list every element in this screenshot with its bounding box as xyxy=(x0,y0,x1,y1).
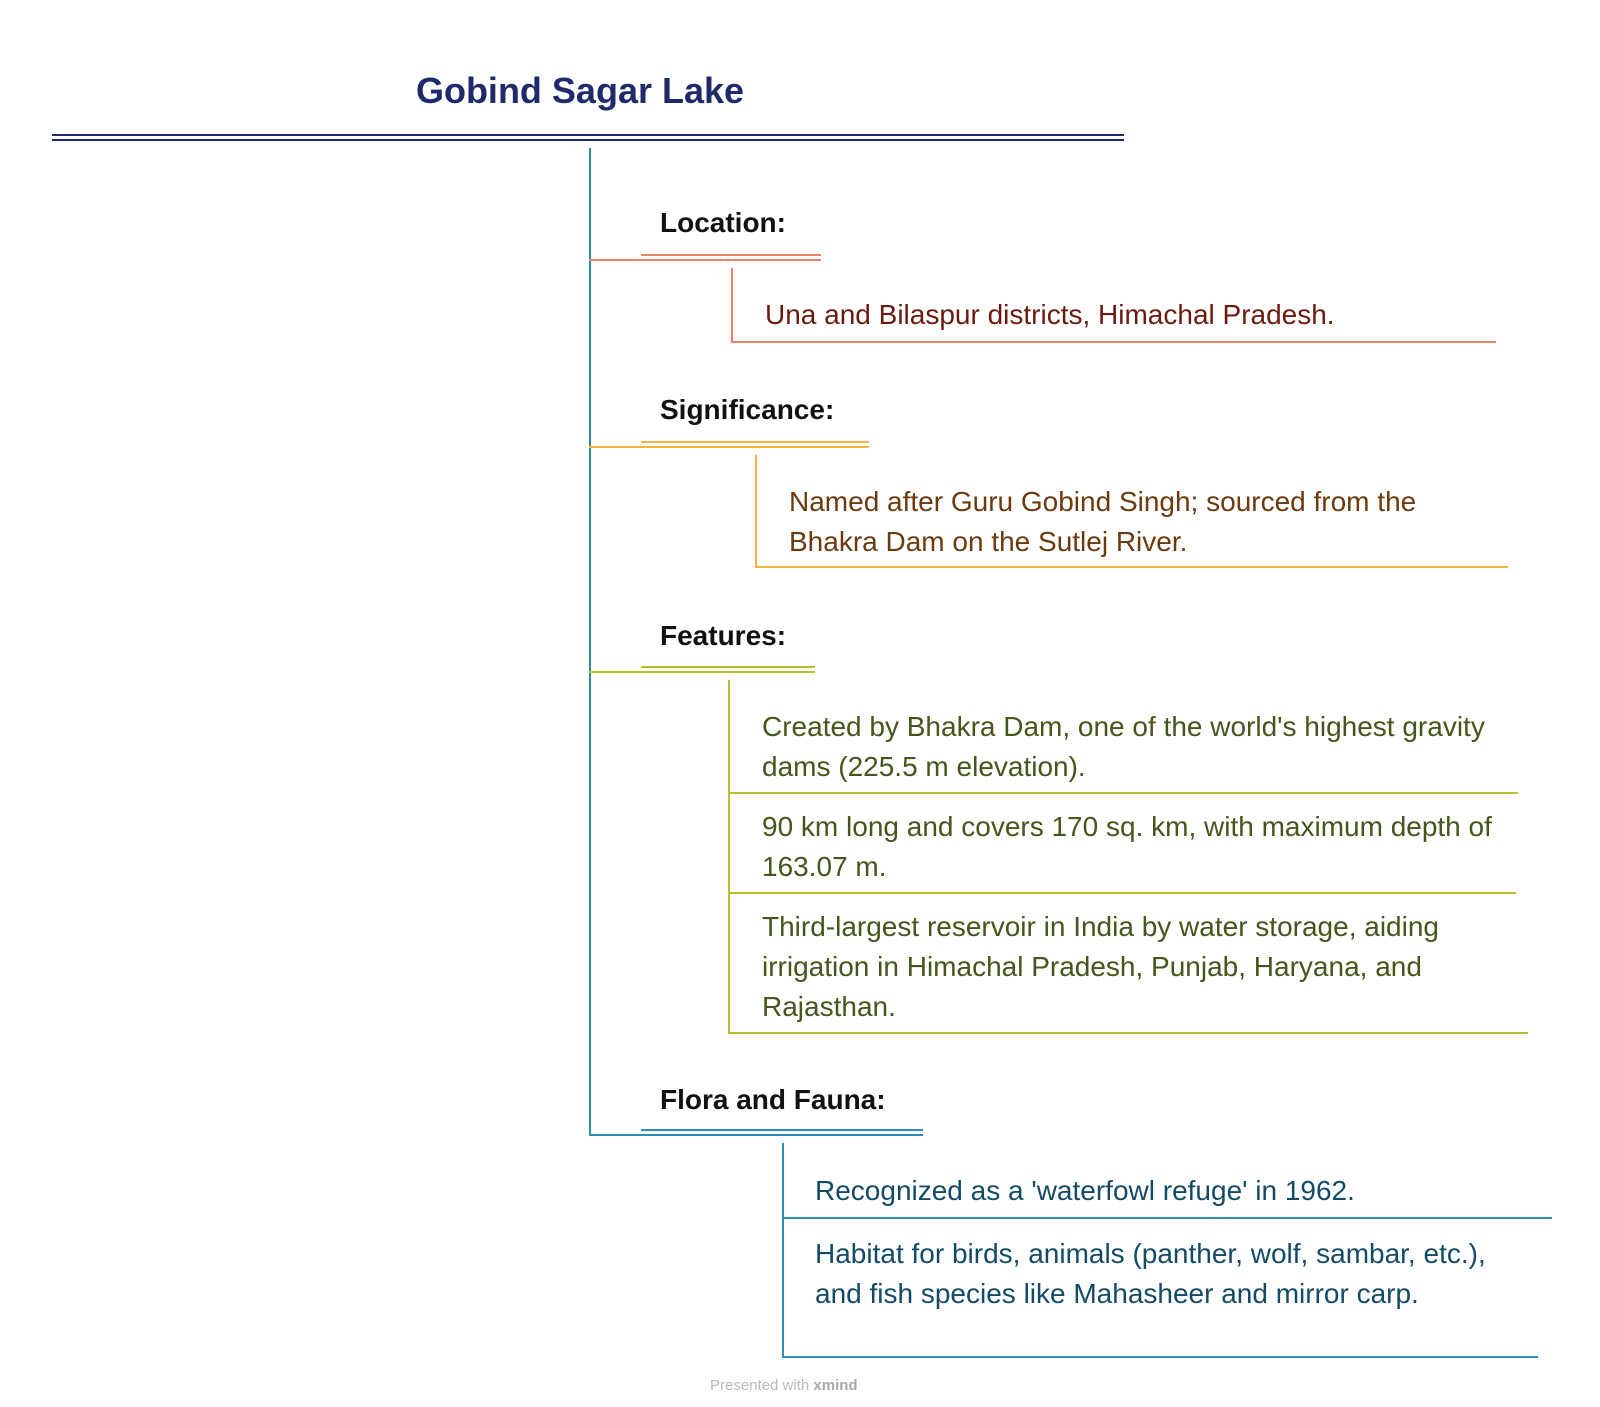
significance-leaf-1-underline xyxy=(755,566,1508,568)
footer-prefix: Presented with xyxy=(710,1377,810,1394)
flora-leaf-1-underline xyxy=(782,1217,1552,1219)
page-title: Gobind Sagar Lake xyxy=(415,70,745,111)
features-leaf-3-underline xyxy=(728,1032,1528,1034)
features-connector xyxy=(589,671,815,673)
flora-leaf-2: Habitat for birds, animals (panther, wolf, sambar, etc.), and fish species like Mahasheer and mirror carp. xyxy=(815,1238,1486,1309)
significance-leaf-stem xyxy=(755,455,757,567)
features-leaf-1-underline xyxy=(728,792,1518,794)
flora-leaf-stem xyxy=(782,1143,784,1358)
features-leaf-2-underline xyxy=(728,892,1516,894)
features-leaf-stem xyxy=(728,680,730,1034)
location-label-underline xyxy=(641,254,821,256)
flora-connector xyxy=(589,1134,923,1136)
footer-brand: xmind xyxy=(813,1377,858,1394)
flora-leaf-2-underline xyxy=(782,1356,1538,1358)
significance-label-underline xyxy=(641,441,869,443)
location-leaf-1-underline xyxy=(731,341,1496,343)
features-label-underline xyxy=(641,666,815,668)
branch-label-location: Location: xyxy=(660,207,786,238)
location-connector xyxy=(589,259,821,261)
flora-leaf-1: Recognized as a 'waterfowl refuge' in 1962. xyxy=(815,1175,1355,1206)
trunk-line xyxy=(589,148,591,1134)
significance-connector xyxy=(589,446,869,448)
features-leaf-3: Third-largest reservoir in India by water storage, aiding irrigation in Himachal Pradesh, Punjab, Haryana, and Rajasthan. xyxy=(762,911,1439,1022)
branch-label-features: Features: xyxy=(660,620,787,651)
significance-leaf-1: Named after Guru Gobind Singh; sourced from the Bhakra Dam on the Sutlej River. xyxy=(789,486,1417,557)
title-underline xyxy=(52,134,1124,136)
location-leaf-1: Una and Bilaspur districts, Himachal Pradesh. xyxy=(765,299,1335,330)
flora-label-underline xyxy=(641,1129,923,1131)
branch-label-significance: Significance: xyxy=(660,394,835,425)
title-underline-2 xyxy=(52,139,1124,141)
branch-label-flora: Flora and Fauna: xyxy=(660,1084,886,1115)
features-leaf-1: Created by Bhakra Dam, one of the world's highest gravity dams (225.5 m elevation). xyxy=(762,711,1485,782)
location-leaf-stem xyxy=(731,268,733,342)
features-leaf-2: 90 km long and covers 170 sq. km, with maximum depth of 163.07 m. xyxy=(762,811,1492,882)
footer-credit xyxy=(710,1377,858,1394)
